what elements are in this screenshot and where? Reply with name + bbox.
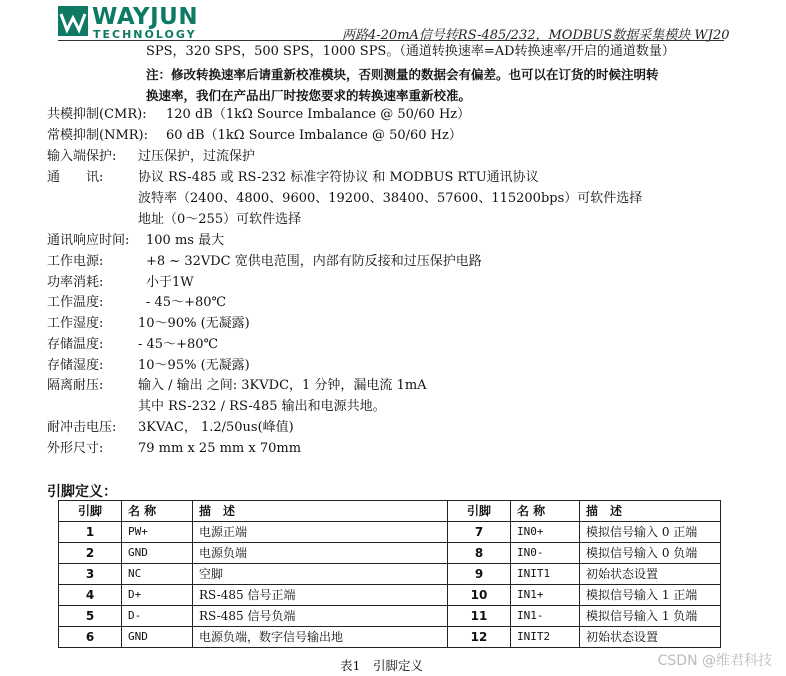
pin-desc: 电源负端，数字信号输出地 — [193, 627, 448, 648]
spec-label: 常模抑制(NMR): — [47, 128, 148, 143]
spec-value: 60 dB（1kΩ Source Imbalance @ 50/60 Hz） — [166, 128, 462, 143]
spec-label: 存储湿度: — [47, 358, 104, 373]
pin-desc: 电源正端 — [193, 522, 448, 543]
col-header-name: 名 称 — [122, 501, 193, 522]
spec-label: 存储温度: — [47, 337, 104, 352]
spec-value: 地址（0～255）可软件选择 — [138, 212, 302, 227]
pin-name: IN0+ — [511, 522, 580, 543]
spec-label: 工作湿度: — [47, 316, 104, 331]
pin-number: 2 — [59, 543, 122, 564]
spec-value: 3KVAC， 1.2/50us(峰值) — [138, 420, 294, 435]
intro-sps-line: SPS，320 SPS，500 SPS，1000 SPS。（通道转换速率=AD转换速率/开启的通道数量） — [146, 44, 675, 59]
pin-name: D- — [122, 606, 193, 627]
pin-name: IN0- — [511, 543, 580, 564]
spec-value: 100 ms 最大 — [146, 233, 225, 248]
spec-value: 小于1W — [146, 275, 194, 290]
spec-value: 输入 / 输出 之间: 3KVDC，1 分钟，漏电流 1mA — [138, 378, 427, 393]
pin-name: INIT2 — [511, 627, 580, 648]
pin-name: NC — [122, 564, 193, 585]
spec-value: 120 dB（1kΩ Source Imbalance @ 50/60 Hz） — [166, 107, 471, 122]
col-header-desc: 描 述 — [193, 501, 448, 522]
pin-number: 10 — [448, 585, 511, 606]
table-row — [59, 564, 721, 585]
pin-name: D+ — [122, 585, 193, 606]
col-header-pin: 引脚 — [448, 501, 511, 522]
pin-number: 5 — [59, 606, 122, 627]
pin-number: 11 — [448, 606, 511, 627]
spec-label: 隔离耐压: — [47, 378, 104, 393]
table-row — [59, 543, 721, 564]
spec-value: 过压保护，过流保护 — [138, 149, 256, 164]
table-row — [59, 522, 721, 543]
pin-name: GND — [122, 543, 193, 564]
watermark: CSDN @维君科技 — [657, 653, 772, 669]
spec-value: 协议 RS-485 或 RS-232 标准字符协议 和 MODBUS RTU通讯协议 — [138, 170, 539, 185]
pin-desc: 电源负端 — [193, 543, 448, 564]
pin-name: PW+ — [122, 522, 193, 543]
brand-subtitle: TECHNOLOGY — [93, 28, 197, 41]
header-divider — [58, 40, 724, 41]
spec-value: - 45～+80℃ — [138, 337, 219, 352]
table-row — [59, 627, 721, 648]
spec-value: - 45～+80℃ — [146, 295, 227, 310]
pin-desc: 模拟信号输入 1 正端 — [580, 585, 721, 606]
pin-desc: RS-485 信号正端 — [193, 585, 448, 606]
col-header-pin: 引脚 — [59, 501, 122, 522]
spec-label: 通 讯: — [47, 170, 104, 185]
spec-value: 其中 RS-232 / RS-485 输出和电源共地。 — [138, 399, 386, 414]
table-row — [59, 585, 721, 606]
pin-number: 4 — [59, 585, 122, 606]
pin-desc: 模拟信号输入 1 负端 — [580, 606, 721, 627]
spec-label: 输入端保护: — [47, 149, 117, 164]
pin-desc: 模拟信号输入 0 负端 — [580, 543, 721, 564]
note-line-1: 注：修改转换速率后请重新校准模块，否则测量的数据会有偏差。也可以在订货的时候注明转 — [146, 67, 659, 82]
pin-name: IN1- — [511, 606, 580, 627]
spec-label: 通讯响应时间: — [47, 233, 130, 248]
pin-name: INIT1 — [511, 564, 580, 585]
pin-number: 3 — [59, 564, 122, 585]
logo-mark-icon — [58, 6, 88, 36]
pins-section-title: 引脚定义： — [47, 484, 117, 500]
pin-desc: 空脚 — [193, 564, 448, 585]
spec-label: 耐冲击电压: — [47, 420, 117, 435]
pin-desc: RS-485 信号负端 — [193, 606, 448, 627]
pin-desc: 初始状态设置 — [580, 564, 721, 585]
pin-name: IN1+ — [511, 585, 580, 606]
spec-value: 波特率（2400、4800、9600、19200、38400、57600、115200bps）可软件选择 — [138, 191, 643, 206]
col-header-desc: 描 述 — [580, 501, 721, 522]
col-header-name: 名 称 — [511, 501, 580, 522]
pin-number: 6 — [59, 627, 122, 648]
spec-label: 功率消耗: — [47, 275, 104, 290]
pin-number: 7 — [448, 522, 511, 543]
company-logo — [58, 6, 228, 40]
table-header-row — [59, 501, 721, 522]
table-row — [59, 606, 721, 627]
note-line-2: 换速率，我们在产品出厂时按您要求的转换速率重新校准。 — [146, 88, 472, 103]
spec-label: 共模抑制(CMR): — [47, 107, 147, 122]
spec-label: 工作电源: — [47, 254, 104, 269]
pin-desc: 初始状态设置 — [580, 627, 721, 648]
pin-desc: 模拟信号输入 0 正端 — [580, 522, 721, 543]
document-title: 两路4-20mA信号转RS-485/232，MODBUS数据采集模块 WJ20 — [342, 28, 730, 43]
spec-value: 10～95% (无凝露) — [138, 358, 250, 373]
spec-value: 79 mm x 25 mm x 70mm — [138, 441, 302, 456]
pin-number: 8 — [448, 543, 511, 564]
spec-label: 外形尺寸: — [47, 441, 104, 456]
brand-name: WAYJUN — [92, 4, 199, 30]
pin-number: 1 — [59, 522, 122, 543]
spec-value: 10～90% (无凝露) — [138, 316, 250, 331]
spec-value: +8 ~ 32VDC 宽供电范围，内部有防反接和过压保护电路 — [146, 254, 482, 269]
spec-label: 工作温度: — [47, 295, 104, 310]
pin-name: GND — [122, 627, 193, 648]
table-caption: 表1 引脚定义 — [340, 658, 423, 673]
pin-number: 12 — [448, 627, 511, 648]
pin-number: 9 — [448, 564, 511, 585]
pin-definition-table — [58, 500, 721, 648]
